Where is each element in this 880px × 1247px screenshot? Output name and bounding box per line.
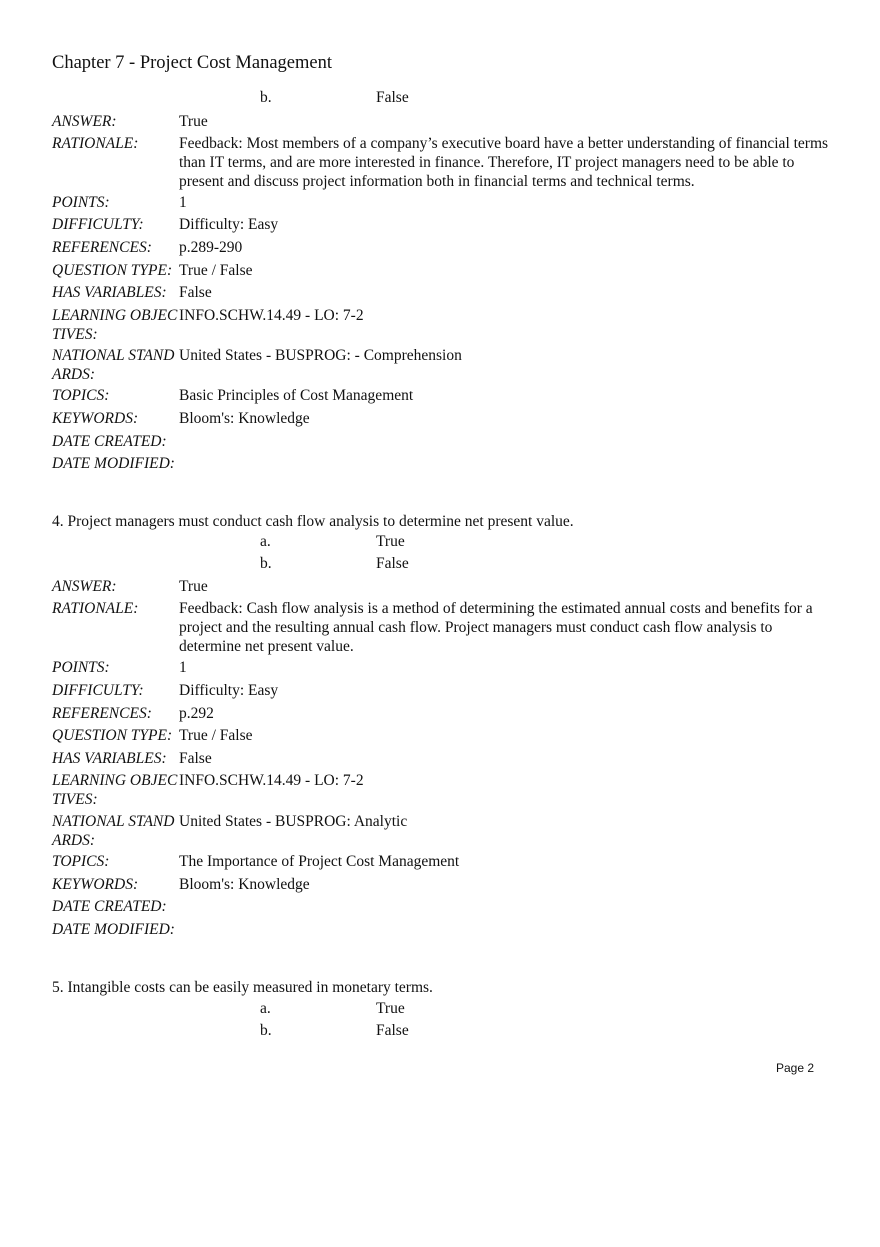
q5-option-a-letter: a. [260, 1000, 271, 1017]
q3-learning-objectives-value: INFO.SCHW.14.49 - LO: 7-2 [179, 307, 364, 324]
q5-question-text: 5. Intangible costs can be easily measured in monetary terms. [52, 979, 433, 996]
q3-points-value: 1 [179, 194, 187, 211]
q4-keywords-value: Bloom's: Knowledge [179, 876, 310, 893]
q3-has-variables-value: False [179, 284, 212, 301]
q3-keywords-label: KEYWORDS: [52, 410, 139, 427]
q4-topics-label: TOPICS: [52, 853, 110, 870]
q3-national-standards-value: United States - BUSPROG: - Comprehension [179, 347, 462, 364]
q4-option-b-letter: b. [260, 555, 272, 572]
q3-option-b-letter: b. [260, 89, 272, 106]
q4-date-modified-label: DATE MODIFIED: [52, 921, 175, 938]
q3-date-modified-label: DATE MODIFIED: [52, 455, 175, 472]
q4-has-variables-value: False [179, 750, 212, 767]
q4-has-variables-label: HAS VARIABLES: [52, 750, 167, 767]
q4-keywords-label: KEYWORDS: [52, 876, 139, 893]
q3-rationale-value: Feedback: Most members of a company’s executive board have a better understanding of financial terms than IT terms, and are more interested in finance. Therefore, IT project managers need to be able to present and discuss project information both in financial terms and technical terms. [179, 135, 829, 190]
q4-answer-value: True [179, 578, 208, 595]
q5-option-a-text: True [376, 1000, 405, 1017]
q3-references-value: p.289-290 [179, 239, 243, 256]
q4-rationale-label: RATIONALE: [52, 600, 139, 617]
q4-references-value: p.292 [179, 705, 214, 722]
q4-question-type-label: QUESTION TYPE: [52, 727, 173, 744]
q3-topics-label: TOPICS: [52, 387, 110, 404]
q3-option-b-text: False [376, 89, 409, 106]
q5-option-b-letter: b. [260, 1022, 272, 1039]
q3-difficulty-label: DIFFICULTY: [52, 216, 144, 233]
q4-points-value: 1 [179, 659, 187, 676]
q4-difficulty-value: Difficulty: Easy [179, 682, 279, 699]
q4-national-standards-label: NATIONAL STANDARDS: [52, 813, 175, 849]
q3-rationale-label: RATIONALE: [52, 135, 139, 152]
q4-rationale-value: Feedback: Cash flow analysis is a method of determining the estimated annual costs and benefits for a project and the resulting annual cash flow. Project managers must conduct cash flow analysis to determine net present value. [179, 600, 813, 655]
q3-answer-label: ANSWER: [52, 113, 117, 130]
q4-topics-value: The Importance of Project Cost Management [179, 853, 460, 870]
page-number: Page 2 [776, 1061, 815, 1075]
q3-topics-value: Basic Principles of Cost Management [179, 387, 414, 404]
q5-option-b-text: False [376, 1022, 409, 1039]
q4-date-created-label: DATE CREATED: [52, 898, 167, 915]
q4-option-b-text: False [376, 555, 409, 572]
q4-question-text: 4. Project managers must conduct cash flow analysis to determine net present value. [52, 513, 574, 530]
q3-keywords-value: Bloom's: Knowledge [179, 410, 310, 427]
q3-references-label: REFERENCES: [52, 239, 152, 256]
q3-question-type-label: QUESTION TYPE: [52, 262, 173, 279]
q4-points-label: POINTS: [52, 659, 110, 676]
page-title: Chapter 7 - Project Cost Management [52, 53, 333, 73]
q3-has-variables-label: HAS VARIABLES: [52, 284, 167, 301]
q3-answer-value: True [179, 113, 208, 130]
q4-question-type-value: True / False [179, 727, 253, 744]
q3-national-standards-label: NATIONAL STANDARDS: [52, 347, 175, 383]
q3-learning-objectives-label: LEARNING OBJECTIVES: [52, 307, 178, 343]
q4-learning-objectives-label: LEARNING OBJECTIVES: [52, 772, 178, 808]
q4-option-a-letter: a. [260, 533, 271, 550]
q4-answer-label: ANSWER: [52, 578, 117, 595]
q4-difficulty-label: DIFFICULTY: [52, 682, 144, 699]
q3-question-type-value: True / False [179, 262, 253, 279]
q3-date-created-label: DATE CREATED: [52, 433, 167, 450]
q3-difficulty-value: Difficulty: Easy [179, 216, 279, 233]
q4-option-a-text: True [376, 533, 405, 550]
q3-points-label: POINTS: [52, 194, 110, 211]
q4-references-label: REFERENCES: [52, 705, 152, 722]
q4-national-standards-value: United States - BUSPROG: Analytic [179, 813, 408, 830]
q4-learning-objectives-value: INFO.SCHW.14.49 - LO: 7-2 [179, 772, 364, 789]
